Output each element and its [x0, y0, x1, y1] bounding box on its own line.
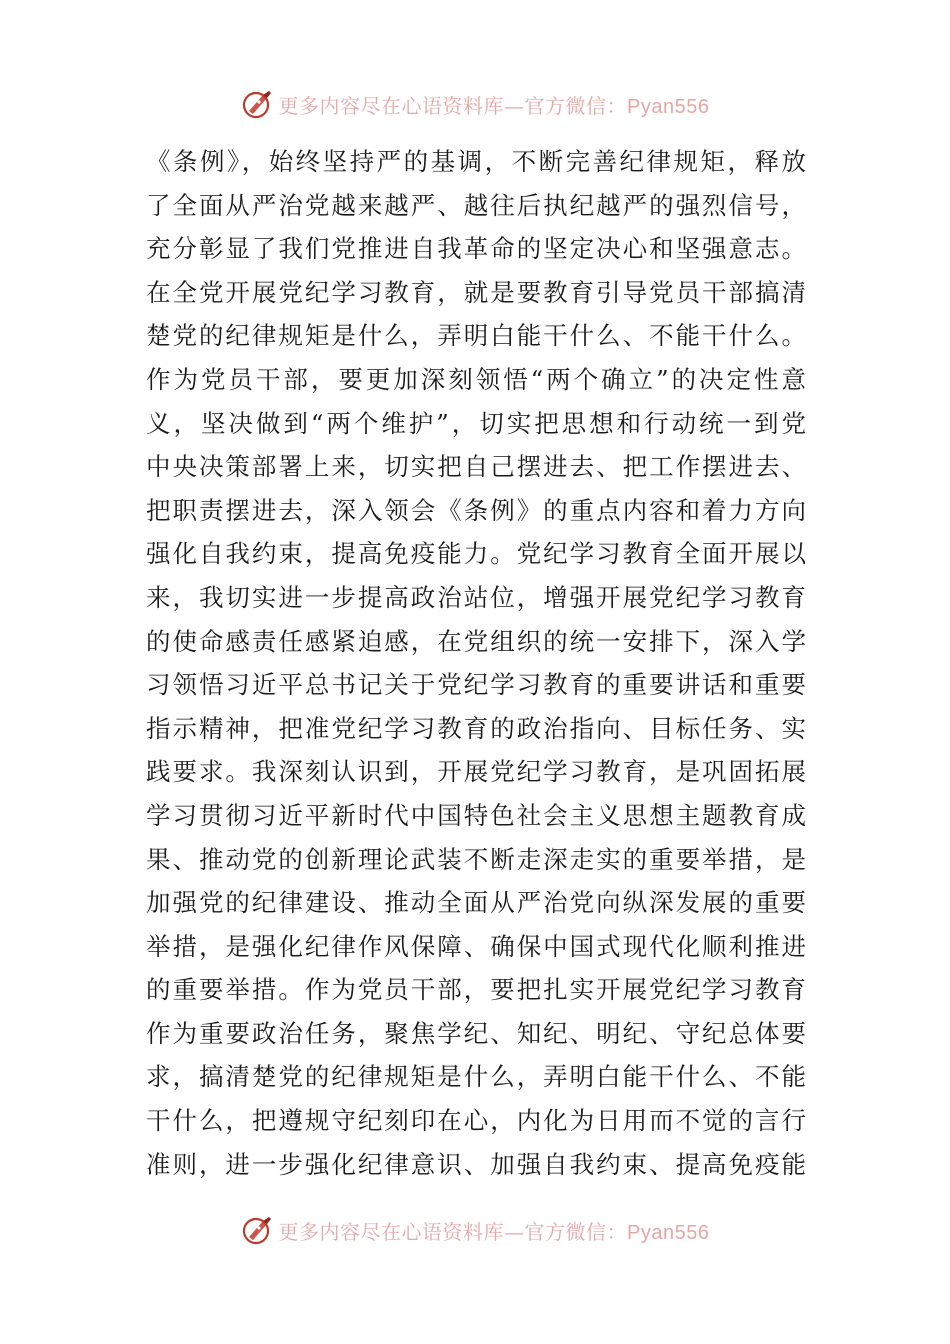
- header-watermark: [0, 84, 950, 124]
- text-line: 强化自我约束，提高免疫能力。党纪学习教育全面开展以: [146, 539, 806, 569]
- text-line: 求，搞清楚党的纪律规矩是什么，弄明白能干什么、不能: [146, 1062, 806, 1092]
- text-line: 《条例》，始终坚持严的基调，不断完善纪律规矩，释放: [146, 147, 806, 176]
- text-line: 的重要举措。作为党员干部，要把扎实开展党纪学习教育: [146, 975, 806, 1005]
- text-line: 加强党的纪律建设、推动全面从严治党向纵深发展的重要: [146, 888, 806, 918]
- text-line: 准则，进一步强化纪律意识、加强自我约束、提高免疫能: [146, 1149, 806, 1179]
- text-line: 的使命感责任感紧迫感，在党组织的统一安排下，深入学: [146, 626, 806, 656]
- pen-nib-circle-icon: [241, 87, 275, 121]
- text-line: 指示精神，把准党纪学习教育的政治指向、目标任务、实: [146, 713, 806, 743]
- text-line: 中央决策部署上来，切实把自己摆进去、把工作摆进去、: [146, 452, 806, 482]
- pen-nib-circle-icon: [241, 1213, 275, 1247]
- text-line: 充分彰显了我们党推进自我革命的坚定决心和坚强意志。: [146, 234, 806, 264]
- text-line: 来，我切实进一步提高政治站位，增强开展党纪学习教育: [146, 582, 806, 612]
- text-line: 习领悟习近平总书记关于党纪学习教育的重要讲话和重要: [146, 670, 806, 700]
- watermark-text: 更多内容尽在心语资料库—官方微信：Pyan556: [278, 1219, 710, 1244]
- text-line: 把职责摆进去，深入领会《条例》的重点内容和着力方向: [146, 495, 806, 525]
- footer-watermark: [0, 1210, 950, 1250]
- text-line: 在全党开展党纪学习教育，就是要教育引导党员干部搞清: [146, 277, 806, 307]
- text-line: 学习贯彻习近平新时代中国特色社会主义思想主题教育成: [146, 800, 806, 830]
- text-line: 作为重要政治任务，聚焦学纪、知纪、明纪、守纪总体要: [146, 1018, 806, 1048]
- text-line: 践要求。我深刻认识到，开展党纪学习教育，是巩固拓展: [146, 757, 806, 787]
- text-line: 作为党员干部，要更加深刻领悟“两个确立”的决定性意: [146, 364, 806, 394]
- text-line: 干什么，把遵规守纪刻印在心，内化为日用而不觉的言行: [146, 1106, 806, 1136]
- text-line: 楚党的纪律规矩是什么，弄明白能干什么、不能干什么。: [146, 321, 806, 351]
- text-line: 举措，是强化纪律作风保障、确保中国式现代化顺利推进: [146, 931, 806, 961]
- text-line: 了全面从严治党越来越严、越往后执纪越严的强烈信号，: [146, 190, 806, 220]
- watermark-text: 更多内容尽在心语资料库—官方微信：Pyan556: [278, 93, 710, 118]
- text-line: 果、推动党的创新理论武装不断走深走实的重要举措，是: [146, 844, 806, 874]
- text-line: 义，坚决做到“两个维护”，切实把思想和行动统一到党: [146, 408, 806, 438]
- document-body: [146, 140, 806, 1186]
